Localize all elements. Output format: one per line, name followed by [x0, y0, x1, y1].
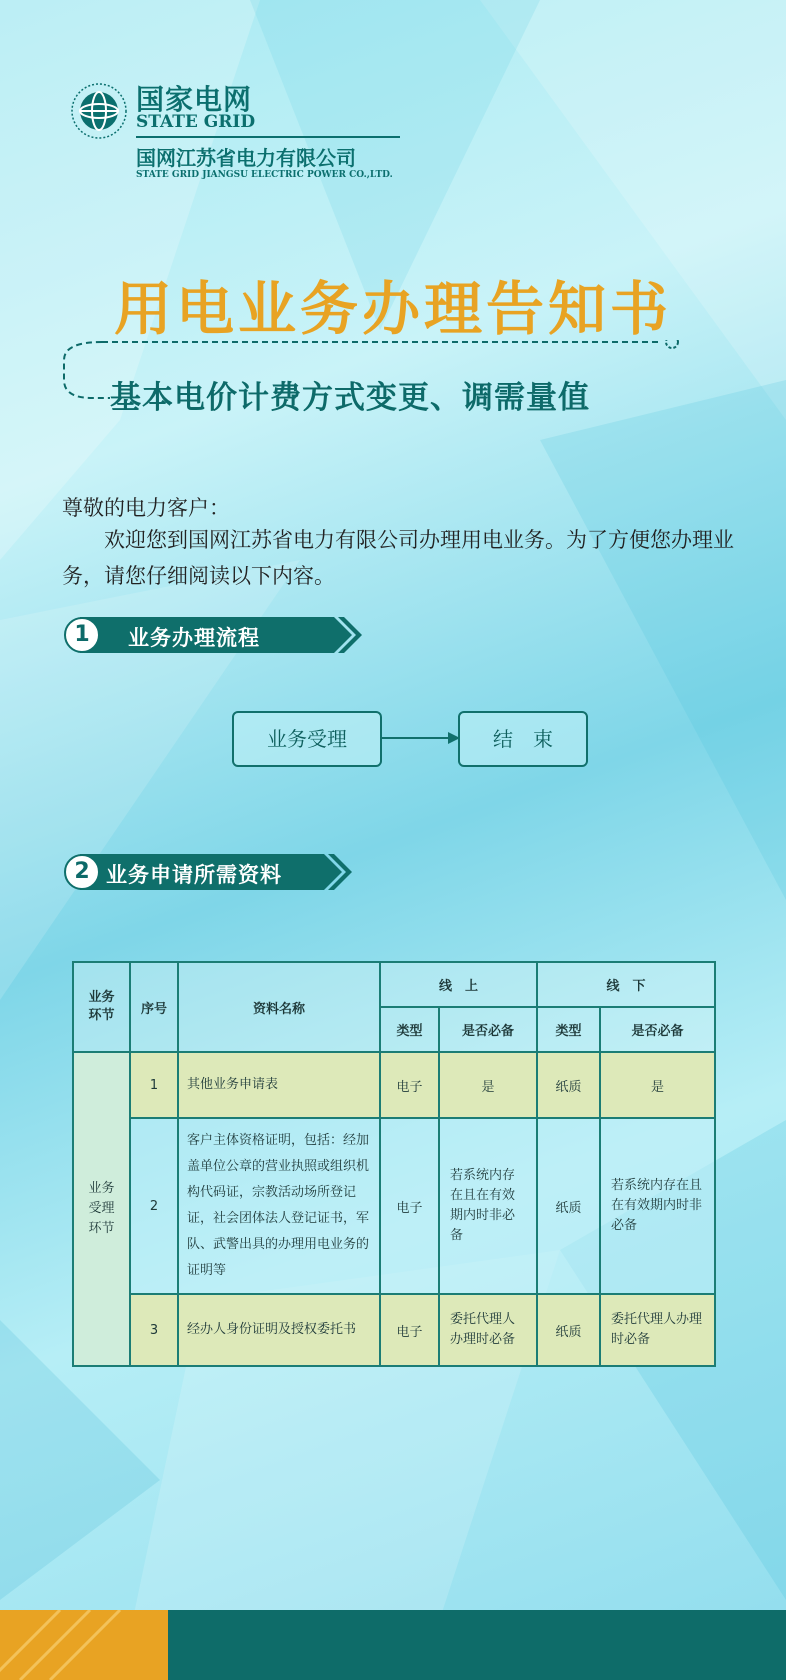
online-type-cell: 电子	[380, 1118, 439, 1294]
header-online: 线 上	[380, 962, 537, 1007]
footer-bar	[168, 1610, 786, 1680]
header-stage: 业务 环节	[73, 962, 130, 1052]
table-row	[73, 1294, 715, 1366]
intro-paragraph: 欢迎您到国网江苏省电力有限公司办理用电业务。为了方便您办理业务，请您仔细阅读以下内容。	[62, 528, 734, 588]
company-name-cn: 国网江苏省电力有限公司	[136, 146, 356, 170]
table-row	[73, 1052, 715, 1118]
header-name: 资料名称	[178, 962, 380, 1052]
name-cell: 其他业务申请表	[178, 1052, 380, 1118]
section-number: 1	[74, 622, 90, 647]
offline-required-cell: 若系统内存在且在有效期内时非必备	[600, 1118, 715, 1294]
logo-divider	[136, 136, 400, 138]
header-offline-type: 类型	[537, 1007, 600, 1052]
name-cell: 经办人身份证明及授权委托书	[178, 1294, 380, 1366]
header-seq: 序号	[130, 962, 178, 1052]
table-row	[73, 1118, 715, 1294]
offline-required-cell: 是	[600, 1052, 715, 1118]
section-number: 2	[74, 859, 90, 884]
header-offline-required: 是否必备	[600, 1007, 715, 1052]
section-header-materials	[62, 854, 352, 890]
page-title: 用电业务办理告知书	[113, 275, 672, 343]
online-required-cell: 若系统内存在且在有效期内时非必备	[439, 1118, 537, 1294]
section-header-process	[62, 617, 362, 653]
offline-required-cell: 委托代理人办理时必备	[600, 1294, 715, 1366]
seq-cell: 3	[130, 1294, 178, 1366]
flow-step-accept: 业务受理	[232, 711, 382, 767]
header-online-required: 是否必备	[439, 1007, 537, 1052]
company-name-en: STATE GRID JIANGSU ELECTRIC POWER CO.,LTD.	[136, 170, 393, 180]
offline-type-cell: 纸质	[537, 1294, 600, 1366]
online-required-cell: 委托代理人办理时必备	[439, 1294, 537, 1366]
offline-type-cell: 纸质	[537, 1052, 600, 1118]
page-subtitle: 基本电价计费方式变更、调需量值	[110, 380, 590, 416]
greeting: 尊敬的电力客户：	[62, 496, 230, 520]
online-required-cell: 是	[439, 1052, 537, 1118]
offline-type-cell: 纸质	[537, 1118, 600, 1294]
flow-step-end: 结 束	[458, 711, 588, 767]
header-online-type: 类型	[380, 1007, 439, 1052]
section-label: 业务办理流程	[128, 626, 260, 650]
header-offline: 线 下	[537, 962, 715, 1007]
section-label: 业务申请所需资料	[106, 863, 282, 887]
brand-name-cn: 国家电网	[136, 83, 253, 116]
logo	[70, 78, 410, 188]
brand-name-en: STATE GRID	[136, 112, 256, 132]
name-cell: 客户主体资格证明，包括：经加盖单位公章的营业执照或组织机构代码证，宗教活动场所登记证，社会团体法人登记证书，军队、武警出具的办理用电业务的证明等	[178, 1118, 380, 1294]
seq-cell: 2	[130, 1118, 178, 1294]
flow-arrow-icon	[380, 730, 460, 746]
footer-stripes	[0, 1610, 168, 1680]
online-type-cell: 电子	[380, 1294, 439, 1366]
seq-cell: 1	[130, 1052, 178, 1118]
state-grid-globe-icon	[70, 82, 128, 140]
footer-accent	[0, 1610, 168, 1680]
online-type-cell: 电子	[380, 1052, 439, 1118]
stage-cell: 业务 受理 环节	[73, 1052, 130, 1366]
materials-table	[72, 961, 716, 1367]
